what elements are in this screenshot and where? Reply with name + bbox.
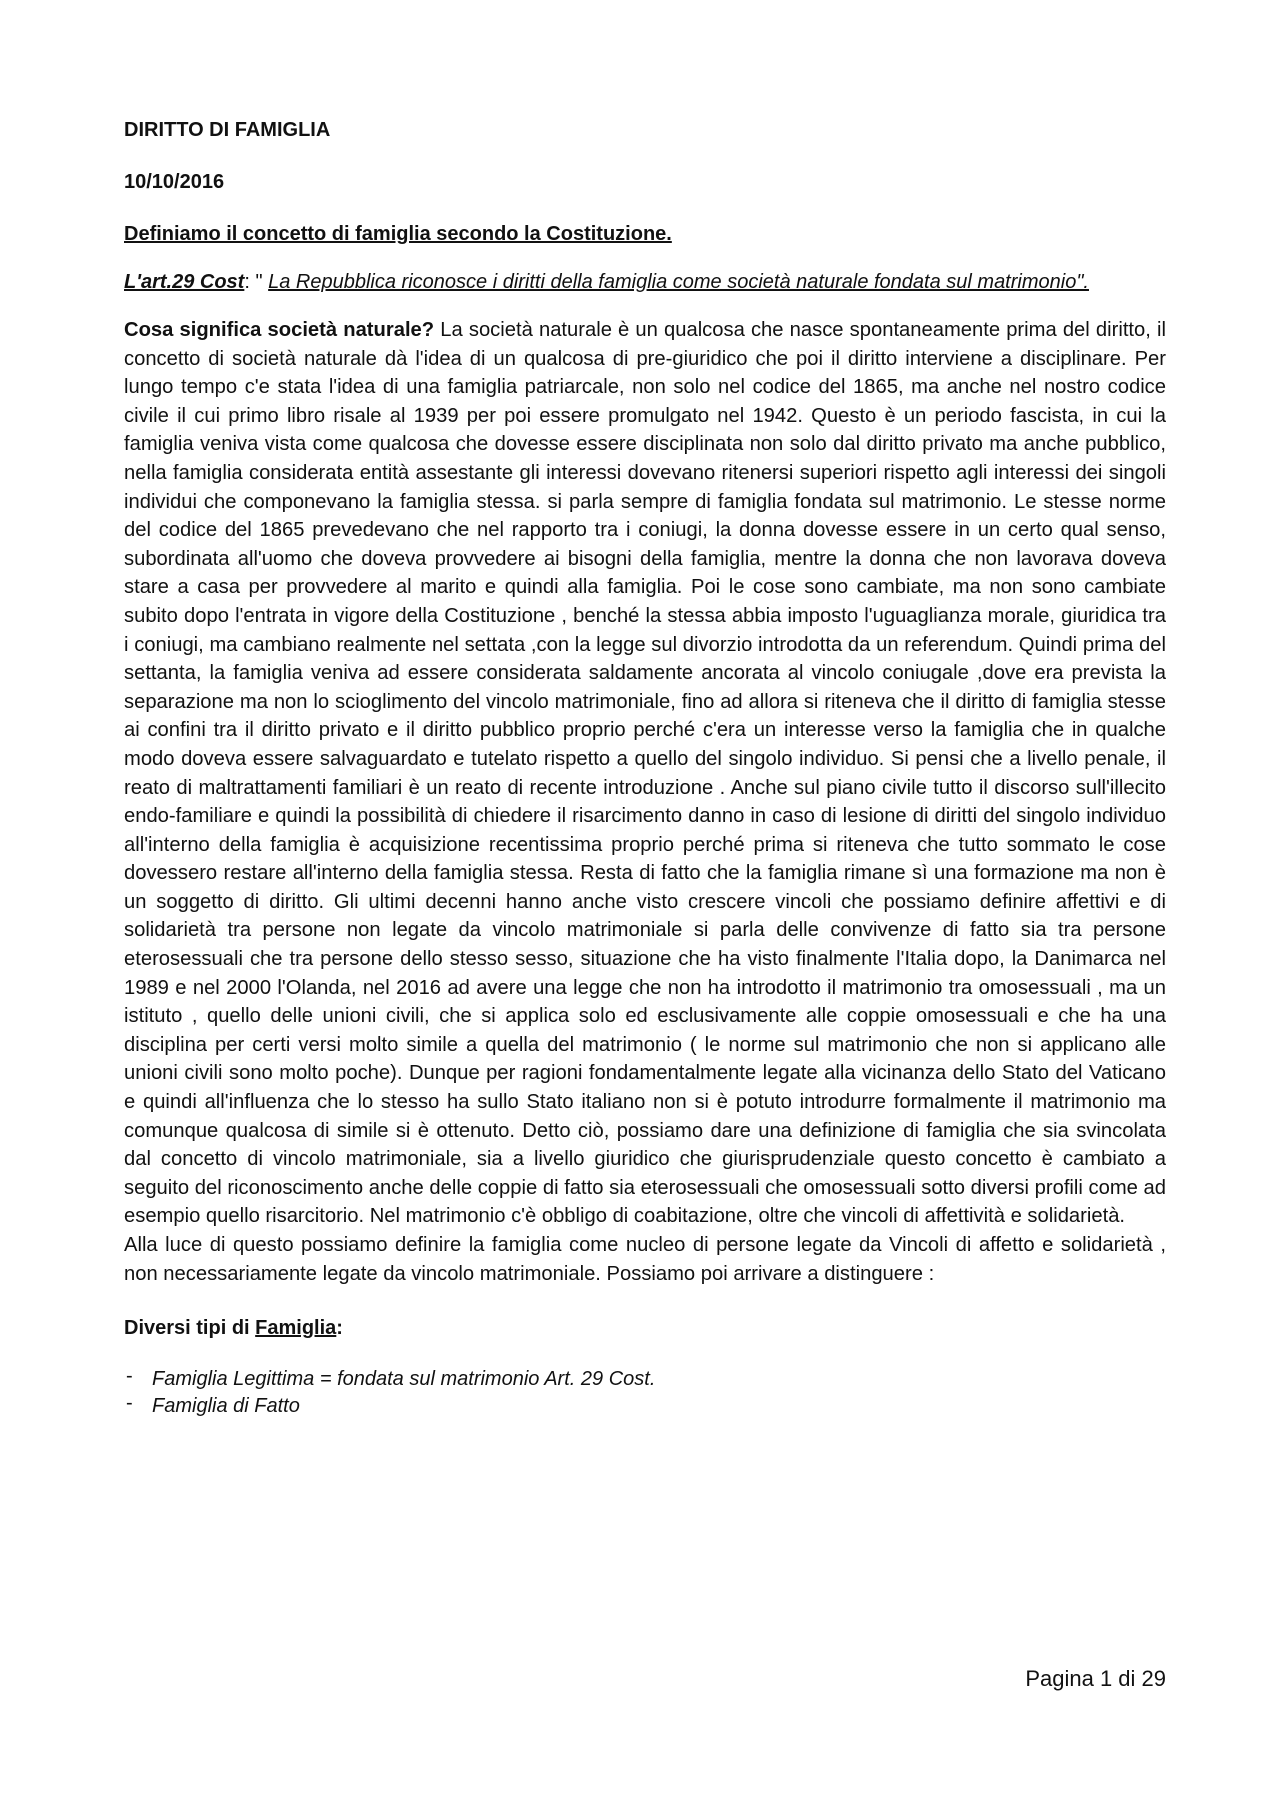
article-separator: : " [244, 271, 269, 293]
list-item-text: Famiglia Legittima = fondata sul matrimonio Art. 29 Cost. [152, 1368, 656, 1391]
document-date: 10/10/2016 [124, 171, 225, 193]
document-title: DIRITTO DI FAMIGLIA [124, 119, 331, 141]
types-heading-pre: Diversi tipi di [124, 1317, 256, 1340]
paragraph-1-text: La società naturale è un qualcosa che nasce spontaneamente prima del diritto, il concetto di società naturale dà l'idea di un qualcosa di pre-giuridico che poi il diritto interviene a disciplinare. Per lungo tempo c'e stata l'idea di una famiglia patriarcale, non solo nel codice del 1865, ma anche nel nostro codice civile il cui primo libro risale al 1939 per poi essere promulgato nel 1942. Questo è un periodo fascista, in cui la famiglia veniva vista come qualcosa che dovesse essere disciplinata non solo dal diritto privato ma anche pubblico, nella famiglia considerata entità assestante gli interessi dovevano ritenersi superiori rispetto agli interessi dei singoli individui che componevano la famiglia stessa. si parla sempre di famiglia fondata sul matrimonio. Le stesse norme del codice del 1865 prevedevano che nel rapporto tra i coniugi, la donna dovesse essere in un certo qual senso, subordinata all'uomo che doveva provvedere ai bisogni della famiglia, mentre la donna che non lavorava doveva stare a casa per provvedere al marito e quindi alla famiglia. Poi le cose sono cambiate, ma non sono cambiate subito dopo l'entrata in vigore della Costituzione , benché la stessa abbia imposto l'uguaglianza morale, giuridica tra i coniugi, ma cambiano realmente nel settata ,con la legge sul divorzio introdotta da un referendum. Quindi prima del settanta, la famiglia veniva ad essere considerata saldamente ancorata al vincolo coniugale ,dove era prevista la separazione ma non lo scioglimento del vincolo matrimoniale, fino ad allora si riteneva che il diritto di famiglia stesse ai confini tra il diritto privato e il diritto pubblico proprio perché c'era un interesse verso la famiglia che in qualche modo doveva essere salvaguardato e tutelato rispetto a quello del singolo individuo. Si pensi che a livello penale, il reato di maltrattamenti familiari è un reato di recente introduzione . Anche sul piano civile tutto il discorso sull'illecito endo-familiare e quindi la possibilità di chiedere il risarcimento danno in caso di lesione di diritti del singolo individuo all'interno della famiglia è acquisizione recentissima proprio perché prima si riteneva che tutto sommato le cose dovessero restare all'interno della famiglia stessa. Resta di fatto che la famiglia rimane sì una formazione ma non è un soggetto di diritto. Gli ultimi decenni hanno anche visto crescere vincoli che possiamo definire affettivi e di solidarietà tra persone non legate da vincolo matrimoniale si parla delle convivenze di fatto sia tra persone eterosessuali che tra persone dello stesso sesso, situazione che ha visto finalmente l'Italia dopo, la Danimarca nel 1989 e nel 2000 l'Olanda, nel 2016 ad avere una legge che non ha introdotto il matrimonio tra omosessuali , ma un istituto , quello delle unioni civili, che si applica solo ed esclusivamente alle coppie omosessuali e che ha una disciplina per certi versi molto simile a quella del matrimonio ( le norme sul matrimonio che non si applicano alle unioni civili sono molto poche). Dunque per ragioni fondamentalmente legate alla vicinanza dello Stato del Vaticano e quindi all'influenza che lo stesso ha sullo Stato italiano non si è potuto introdurre formalmente il matrimonio ma comunque qualcosa di simile si è ottenuto. Detto ciò, possiamo dare una definizione di famiglia che sia svincolata dal concetto di vincolo matrimoniale, sia a livello giuridico che giurisprudenziale questo concetto è cambiato a seguito del riconoscimento anche delle coppie di fatto sia eterosessuali che omosessuali sotto diversi profili come ad esempio quello risarcitorio. Nel matrimonio c'è obbligo di coabitazione, oltre che vincoli di affettività e solidarietà. [124, 319, 1166, 1228]
types-heading [124, 1316, 1166, 1340]
family-types-list [124, 1366, 1166, 1420]
list-item [124, 1393, 1166, 1420]
document-page [124, 118, 1166, 1420]
article-reference: L'art.29 Cost [124, 271, 245, 293]
paragraph-2: Alla luce di questo possiamo definire la famiglia come nucleo di persone legate da Vincoli di affetto e solidarietà , non necessariamente legate da vincolo matrimoniale. Possiamo poi arrivare a distinguere : [124, 1234, 1166, 1285]
types-heading-post: : [336, 1317, 343, 1340]
list-item-text: Famiglia di Fatto [152, 1395, 300, 1418]
paragraph-1 [124, 316, 1166, 1231]
list-dash: - [126, 1392, 133, 1415]
list-item [124, 1366, 1166, 1393]
types-heading-word: Famiglia [255, 1317, 337, 1340]
section-heading: Definiamo il concetto di famiglia secondo la Costituzione. [124, 223, 672, 245]
article-quote-text: La Repubblica riconosce i diritti della famiglia come società naturale fondata sul matrimonio". [268, 271, 1089, 293]
list-dash: - [126, 1365, 133, 1388]
page-footer: Pagina 1 di 29 [1025, 1666, 1166, 1691]
paragraph-1-lead: Cosa significa società naturale? [124, 319, 435, 341]
article-quote [124, 268, 1166, 296]
